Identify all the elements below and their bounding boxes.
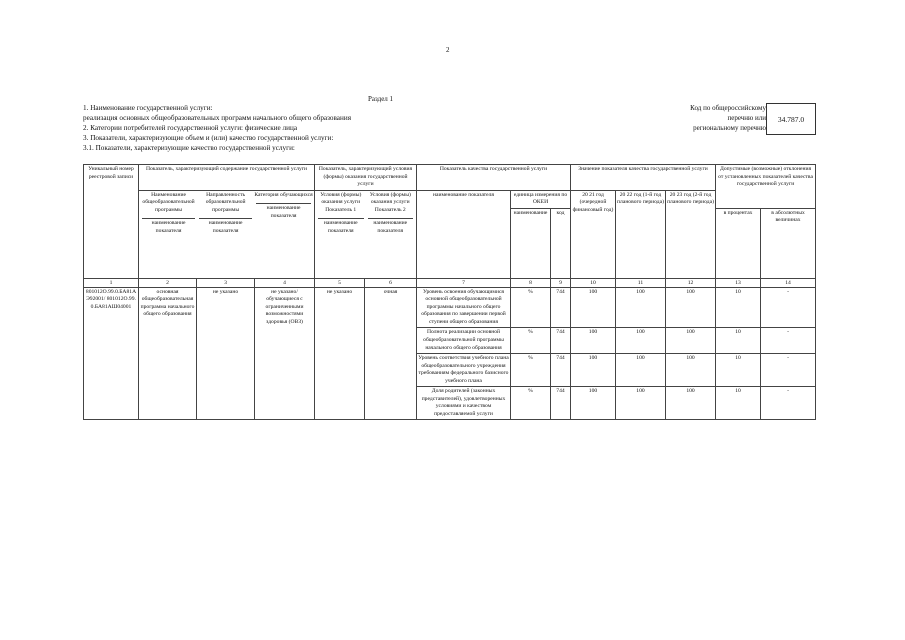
hdr-unit-name: наименование <box>511 208 551 278</box>
hdr-deviation-group: Допустимые (возможные) отклонения от установленных показателей качества государственной услуги <box>716 165 816 209</box>
hdr-c6: Условия (формы) оказания услуги Показатель 2 наименование показателя <box>366 192 416 236</box>
value-year2: 100 <box>616 387 666 420</box>
deviation-percent: 10 <box>716 354 761 387</box>
unit-code: 744 <box>551 354 571 387</box>
value-year2: 100 <box>616 354 666 387</box>
hdr-year2: 20 22 год (1-й год планового периода) <box>616 190 666 278</box>
unit-name: % <box>511 287 551 328</box>
hdr-year1: 20 21 год (очередной финансовый год) <box>571 190 616 278</box>
value-year2: 100 <box>616 328 666 354</box>
code-label-3: региональному перечню <box>693 124 766 132</box>
value-year3: 100 <box>666 387 716 420</box>
value-year3: 100 <box>666 287 716 328</box>
colnum: 5 <box>315 278 365 287</box>
unit-name: % <box>511 354 551 387</box>
registry-number: 801012О.99.0.БА81АЭ92001/ 801012О.99.0.БА81АШ04001 <box>84 287 139 420</box>
value-year1: 100 <box>571 287 616 328</box>
indicator-name: Полнота реализации основной общеобразовательной программы начального общего образования <box>417 328 511 354</box>
colnum: 12 <box>666 278 716 287</box>
colnum: 14 <box>761 278 816 287</box>
colnum: 11 <box>616 278 666 287</box>
unit-name: % <box>511 387 551 420</box>
hdr-absolute: в абсолютных величинах <box>761 208 816 278</box>
value-year1: 100 <box>571 387 616 420</box>
value-year1: 100 <box>571 328 616 354</box>
value-year1: 100 <box>571 354 616 387</box>
hdr-unit-group: единица измерения по ОКЕИ <box>511 190 571 208</box>
quality-line: 3.1. Показатели, характеризующие качество государственной услуги: <box>83 144 295 152</box>
hdr-indicator-name: наименование показателя <box>417 190 511 278</box>
code-label-1: Код по общероссийскому <box>690 104 766 112</box>
condition-2: очная <box>365 287 417 420</box>
unit-code: 744 <box>551 387 571 420</box>
colnum: 9 <box>551 278 571 287</box>
service-name-value: реализация основных общеобразовательных программ начального общего образования <box>83 114 351 122</box>
colnum: 7 <box>417 278 511 287</box>
code-label-2: перечню или <box>727 114 766 122</box>
program-name: основная общеобразовательная программа начального общего образования <box>139 287 197 420</box>
quality-table <box>83 164 816 420</box>
value-year3: 100 <box>666 354 716 387</box>
hdr-year3: 20 23 год (2-й год планового периода) <box>666 190 716 278</box>
value-year3: 100 <box>666 328 716 354</box>
indicator-name: Доля родителей (законных представителей), удовлетворенных условиями и качеством предоставляемой услуги <box>417 387 511 420</box>
table-row <box>84 287 816 328</box>
unit-code: 744 <box>551 287 571 328</box>
deviation-absolute: - <box>761 354 816 387</box>
section-title: Раздел 1 <box>368 95 394 103</box>
indicators-line: 3. Показатели, характеризующие объем и (или) качество государственной услуги: <box>83 134 334 142</box>
deviation-absolute: - <box>761 328 816 354</box>
deviation-percent: 10 <box>716 287 761 328</box>
deviation-absolute: - <box>761 287 816 328</box>
colnum: 6 <box>365 278 417 287</box>
unit-code: 744 <box>551 328 571 354</box>
hdr-c3: Направленность образовательной программы наименование показателя <box>197 192 254 236</box>
deviation-absolute: - <box>761 387 816 420</box>
hdr-content-sub <box>139 190 315 278</box>
header-row-2 <box>84 190 816 208</box>
colnum: 10 <box>571 278 616 287</box>
hdr-values-group: Значение показателя качества государственной услуги <box>571 165 716 191</box>
header-row-1 <box>84 165 816 191</box>
registry-code-box <box>766 103 816 135</box>
colnum: 3 <box>197 278 255 287</box>
column-number-row <box>84 278 816 287</box>
student-category: не указано/ обучающиеся с ограниченными возможностями здоровья (ОВЗ) <box>255 287 315 420</box>
colnum: 1 <box>84 278 139 287</box>
service-name-label: 1. Наименование государственной услуги: <box>83 104 213 112</box>
value-year2: 100 <box>616 287 666 328</box>
hdr-unit-code: код <box>551 208 571 278</box>
hdr-conditions-group: Показатель, характеризующий условия (формы) оказания государственной услуги <box>315 165 417 191</box>
registry-code-value: 34.787.0 <box>777 114 805 124</box>
hdr-quality-group: Показатель качества государственной услуги <box>417 165 571 191</box>
hdr-c5: Условия (формы) оказания услуги Показатель 1 наименование показателя <box>316 192 366 236</box>
condition-1: не указано <box>315 287 365 420</box>
indicator-name: Уровень освоения обучающимися основной общеобразовательной программы начального общего образования по завершении первой ступени общего образования <box>417 287 511 328</box>
program-direction: не указано <box>197 287 255 420</box>
consumers-line: 2. Категории потребителей государственной услуги: физические лица <box>83 124 298 132</box>
colnum: 4 <box>255 278 315 287</box>
hdr-unique-number: Уникальный номер реестровой записи <box>84 165 139 279</box>
hdr-content-group: Показатель, характеризующий содержание государственной услуги <box>139 165 315 191</box>
deviation-percent: 10 <box>716 328 761 354</box>
hdr-conditions-sub <box>315 190 417 278</box>
colnum: 13 <box>716 278 761 287</box>
colnum: 8 <box>511 278 551 287</box>
colnum: 2 <box>139 278 197 287</box>
hdr-c4: Категория обучающихся наименование показателя <box>254 191 313 219</box>
unit-name: % <box>511 328 551 354</box>
deviation-percent: 10 <box>716 387 761 420</box>
hdr-percent: в процентах <box>716 208 761 278</box>
page-number: 2 <box>446 46 450 54</box>
indicator-name: Уровень соответствия учебного плана общеобразовательного учреждения требованиям федерального базисного учебного плана <box>417 354 511 387</box>
hdr-c2: Наименование общеобразовательной программы наименование показателя <box>142 191 195 234</box>
